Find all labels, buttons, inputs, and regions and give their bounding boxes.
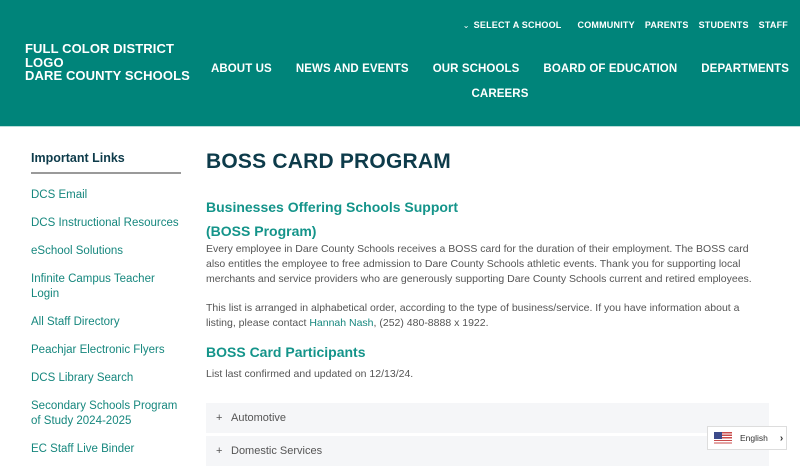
main-content (206, 150, 770, 380)
select-school-label: SELECT A SCHOOL (473, 20, 562, 30)
subtitle-boss-program: (BOSS Program) (206, 223, 317, 239)
nav-news-and-events[interactable]: NEWS AND EVENTS (295, 63, 409, 75)
chevron-right-icon: › (779, 432, 784, 444)
nav-departments[interactable]: DEPARTMENTS (701, 63, 790, 75)
sidebar-link-library-search[interactable]: DCS Library Search (31, 372, 134, 384)
sidebar-link-ec-staff-binder[interactable]: EC Staff Live Binder (31, 443, 135, 455)
language-label: English (740, 433, 768, 443)
language-selector[interactable] (707, 426, 787, 450)
participants-heading: BOSS Card Participants (206, 344, 366, 360)
logo-line-1: FULL COLOR DISTRICT (25, 41, 174, 56)
us-flag-icon (714, 432, 732, 444)
nav-board-of-education[interactable]: BOARD OF EDUCATION (543, 63, 678, 75)
accordion-label: Automotive (231, 412, 287, 424)
accordion-item-automotive[interactable] (206, 403, 769, 433)
accordion-item-domestic-services[interactable] (206, 436, 769, 466)
nav-our-schools[interactable]: OUR SCHOOLS (432, 63, 520, 75)
plus-icon: + (216, 412, 223, 424)
sidebar-title: Important Links (31, 151, 181, 174)
utility-nav (453, 20, 788, 30)
sidebar-link-peachjar[interactable]: Peachjar Electronic Flyers (31, 344, 165, 356)
main-nav-row-2 (230, 88, 770, 100)
main-nav (210, 63, 790, 100)
participants-accordion (206, 403, 769, 469)
sidebar-link-infinite-campus[interactable]: Infinite Campus Teacher Login (31, 273, 155, 300)
accordion-label: Domestic Services (231, 445, 323, 457)
chevron-down-icon: ⌄ (462, 20, 470, 30)
subtitle-businesses: Businesses Offering Schools Support (206, 199, 459, 215)
contact-link-hannah-nash[interactable]: Hannah Nash (309, 317, 374, 329)
nav-careers[interactable]: CAREERS (471, 88, 529, 100)
main-nav-row-1 (210, 63, 790, 75)
contact-text-before: This list is arranged in alphabetical order, according to the type of business/service. If you have information about a listing, please contact (206, 302, 740, 329)
important-links-list (31, 188, 181, 457)
utility-link-parents[interactable]: PARENTS (644, 20, 689, 30)
sidebar-link-instructional-resources[interactable]: DCS Instructional Resources (31, 217, 179, 229)
logo-line-2: LOGO (25, 54, 64, 70)
utility-link-students[interactable]: STUDENTS (698, 20, 749, 30)
plus-icon: + (216, 445, 223, 457)
sidebar-link-eschool-solutions[interactable]: eSchool Solutions (31, 245, 124, 257)
select-school-dropdown[interactable] (463, 20, 562, 30)
utility-link-community[interactable]: COMMUNITY (577, 20, 635, 30)
sidebar (31, 151, 181, 470)
logo-line-3: DARE COUNTY SCHOOLS (25, 68, 190, 83)
utility-link-staff[interactable]: STAFF (758, 20, 788, 30)
district-logo[interactable] (25, 42, 190, 83)
header-divider (0, 126, 800, 127)
sidebar-link-dcs-email[interactable]: DCS Email (31, 189, 88, 201)
page-title: BOSS CARD PROGRAM (206, 150, 451, 173)
site-header (0, 0, 800, 126)
sidebar-link-program-of-study[interactable]: Secondary Schools Program of Study 2024-2025 (31, 400, 178, 427)
contact-text-after: , (252) 480-8888 x 1922. (373, 317, 489, 329)
intro-paragraph: Every employee in Dare County Schools receives a BOSS card for the duration of their employment. The BOSS card also entitles the employee to free admission to Dare County Schools athletic events. Thank you for supporting local merchants and service providers who are generously supporting Dare County Schools current and retired employees. (206, 243, 752, 285)
sidebar-link-staff-directory[interactable]: All Staff Directory (31, 316, 120, 328)
updated-text: List last confirmed and updated on 12/13/24. (206, 368, 414, 380)
contact-paragraph (206, 301, 770, 331)
nav-about-us[interactable]: ABOUT US (210, 63, 272, 75)
